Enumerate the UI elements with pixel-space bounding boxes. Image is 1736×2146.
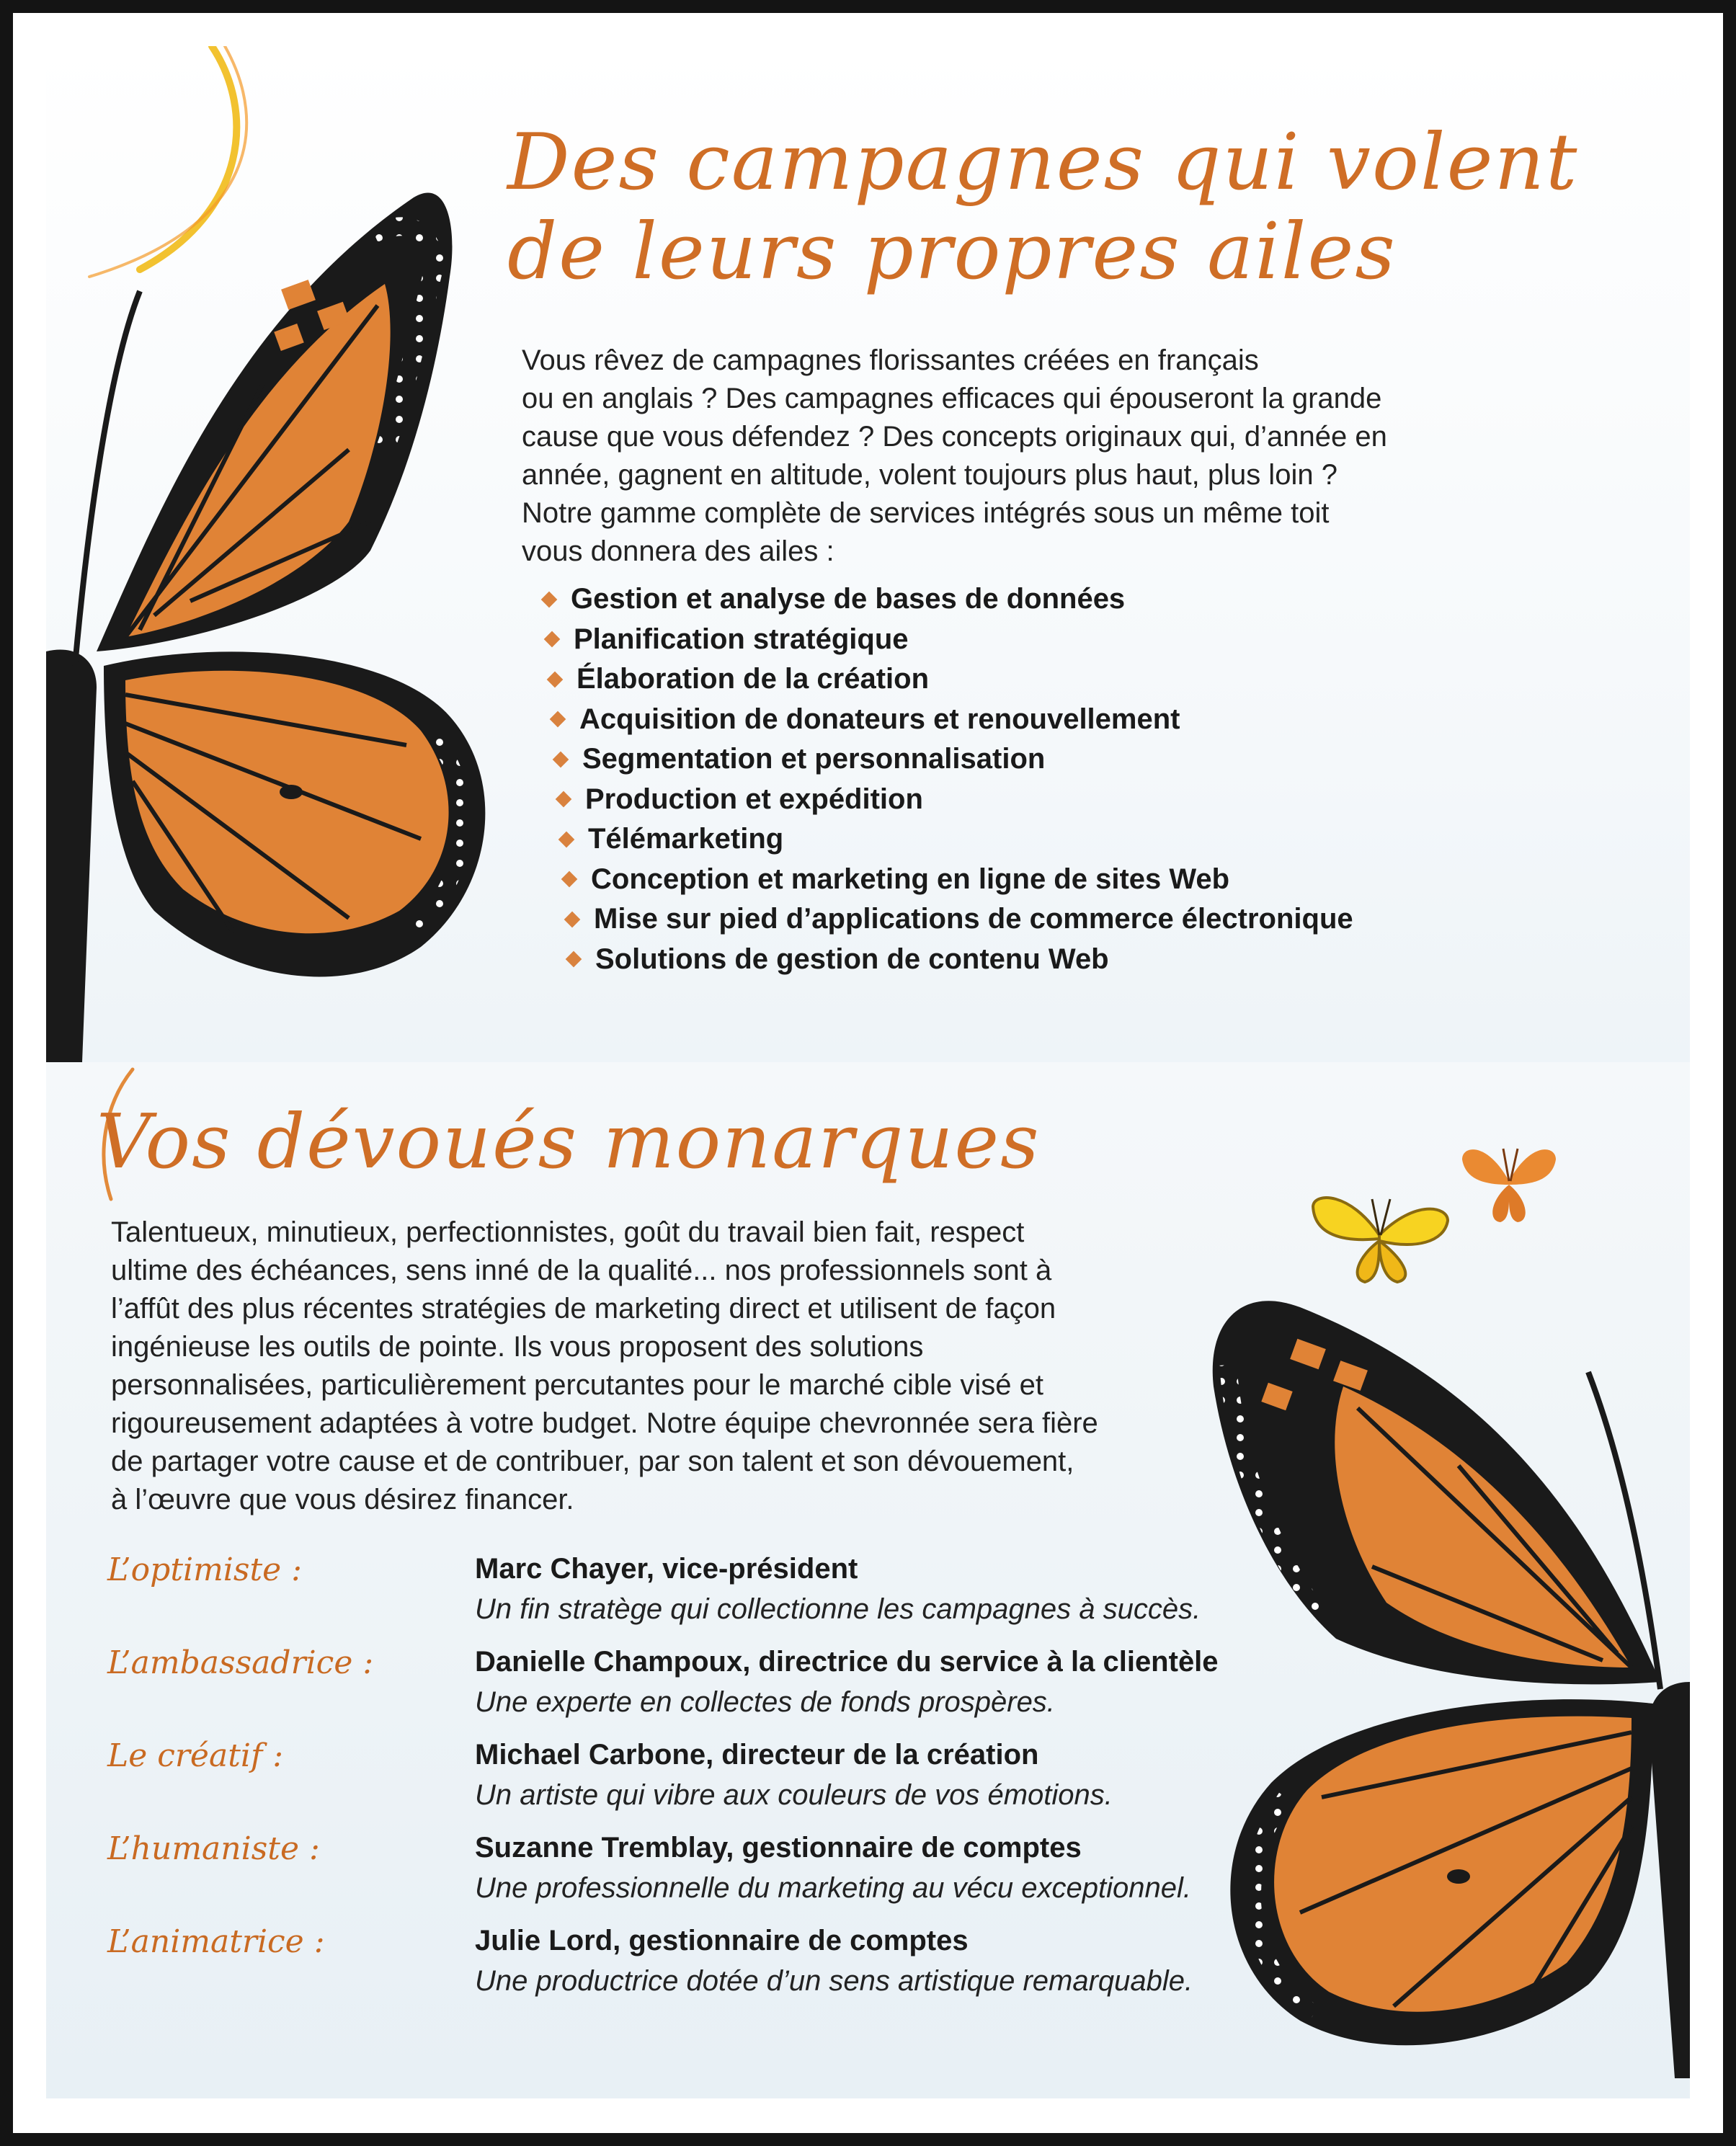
team-member xyxy=(107,1642,1260,1735)
diamond-bullet-icon xyxy=(558,831,575,847)
team-description xyxy=(111,1214,1156,1519)
top-panel xyxy=(46,46,1690,1062)
team-member xyxy=(107,1827,1260,1920)
diamond-bullet-icon xyxy=(561,871,578,888)
service-item xyxy=(543,579,1353,620)
service-item xyxy=(543,620,1353,660)
team-list xyxy=(107,1549,1260,2013)
team-member xyxy=(107,1735,1260,1827)
services-list xyxy=(543,579,1353,979)
brochure-page xyxy=(46,46,1690,2098)
service-label: Télémarketing xyxy=(588,823,784,855)
diamond-bullet-icon xyxy=(541,591,558,607)
diamond-bullet-icon xyxy=(553,751,569,767)
diamond-bullet-icon xyxy=(550,711,566,728)
service-item xyxy=(543,860,1353,900)
service-item xyxy=(543,940,1353,980)
service-label: Mise sur pied d’applications de commerce électronique xyxy=(594,903,1353,935)
member-tagline: Une experte en collectes de fonds prospères. xyxy=(475,1686,1055,1718)
member-name: Danielle Champoux, directrice du service à la clientèle xyxy=(475,1646,1219,1678)
service-label: Acquisition de donateurs et renouvellement xyxy=(579,703,1180,735)
service-label: Solutions de gestion de contenu Web xyxy=(595,943,1109,975)
monarch-butterfly-icon xyxy=(46,147,493,1062)
yellow-butterfly-icon xyxy=(1307,1177,1451,1286)
diamond-bullet-icon xyxy=(566,951,582,968)
description-line: personnalisées, particulièrement percutantes pour le marché cible visé et xyxy=(111,1369,1044,1401)
service-item xyxy=(543,739,1353,780)
member-tagline: Un artiste qui vibre aux couleurs de vos émotions. xyxy=(475,1779,1113,1811)
member-name: Julie Lord, gestionnaire de comptes xyxy=(475,1925,969,1956)
member-role: L’optimiste : xyxy=(107,1551,302,1588)
member-tagline: Une professionnelle du marketing au vécu exceptionnel. xyxy=(475,1872,1191,1904)
member-name: Michael Carbone, directeur de la création xyxy=(475,1739,1039,1771)
service-label: Conception et marketing en ligne de sites Web xyxy=(591,863,1230,895)
intro-line: Notre gamme complète de services intégrés sous un même toit xyxy=(522,497,1330,529)
diamond-bullet-icon xyxy=(547,671,564,687)
service-item xyxy=(543,899,1353,940)
diamond-bullet-icon xyxy=(556,791,572,808)
service-label: Production et expédition xyxy=(585,783,923,815)
intro-paragraph xyxy=(522,342,1531,571)
diamond-bullet-icon xyxy=(544,631,561,648)
member-tagline: Un fin stratège qui collectionne les campagnes à succès. xyxy=(475,1593,1201,1625)
description-line: l’affût des plus récentes stratégies de marketing direct et utilisent de façon xyxy=(111,1293,1056,1324)
team-member xyxy=(107,1549,1260,1642)
member-role: L’humaniste : xyxy=(107,1830,320,1867)
team-member xyxy=(107,1920,1260,2013)
service-label: Planification stratégique xyxy=(574,623,909,655)
service-item xyxy=(543,780,1353,820)
description-line: de partager votre cause et de contribuer, par son talent et son dévouement, xyxy=(111,1446,1074,1477)
member-tagline: Une productrice dotée d’un sens artistique remarquable. xyxy=(475,1965,1193,1997)
service-item xyxy=(543,700,1353,740)
intro-line: année, gagnent en altitude, volent toujours plus haut, plus loin ? xyxy=(522,459,1337,491)
team-title: Vos dévoués monarques xyxy=(97,1098,1041,1185)
member-name: Marc Chayer, vice-président xyxy=(475,1553,858,1585)
member-role: L’ambassadrice : xyxy=(107,1644,374,1681)
description-line: ingénieuse les outils de pointe. Ils vous proposent des solutions xyxy=(111,1331,924,1363)
title-line-1: Des campagnes qui volent xyxy=(507,117,1579,208)
description-line: Talentueux, minutieux, perfectionnistes, goût du travail bien fait, respect xyxy=(111,1216,1025,1248)
service-item xyxy=(543,659,1353,700)
service-label: Segmentation et personnalisation xyxy=(582,743,1046,775)
member-role: Le créatif : xyxy=(107,1737,284,1774)
intro-line: ou en anglais ? Des campagnes efficaces qui épouseront la grande xyxy=(522,383,1382,414)
service-label: Élaboration de la création xyxy=(577,663,930,695)
member-role: L’animatrice : xyxy=(107,1923,325,1960)
orange-butterfly-icon xyxy=(1459,1134,1559,1228)
description-line: ultime des échéances, sens inné de la qualité... nos professionnels sont à xyxy=(111,1255,1052,1286)
service-label: Gestion et analyse de bases de données xyxy=(571,583,1126,615)
title-line-2: de leurs propres ailes xyxy=(507,207,1397,297)
diamond-bullet-icon xyxy=(564,911,581,927)
description-line: rigoureusement adaptées à votre budget. Notre équipe chevronnée sera fière xyxy=(111,1407,1098,1439)
service-item xyxy=(543,819,1353,860)
description-line: à l’œuvre que vous désirez financer. xyxy=(111,1484,574,1515)
intro-line: cause que vous défendez ? Des concepts originaux qui, d’année en xyxy=(522,421,1387,453)
intro-line: vous donnera des ailes : xyxy=(522,535,834,567)
member-name: Suzanne Tremblay, gestionnaire de comptes xyxy=(475,1832,1082,1864)
intro-line: Vous rêvez de campagnes florissantes créées en français xyxy=(522,344,1259,376)
